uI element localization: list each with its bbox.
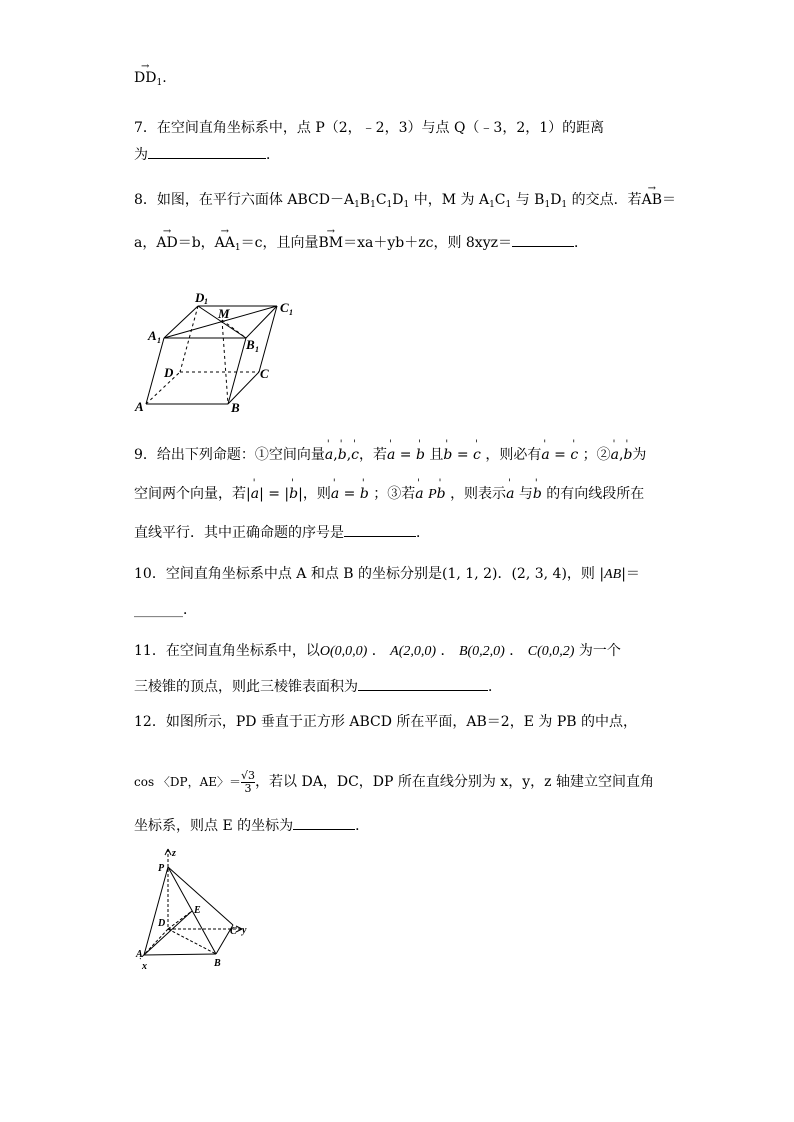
label-b1: B	[246, 337, 255, 352]
q11-line1: 11．在空间直角坐标系中，以O(0,0,0) ． A(2,0,0) ． B(0,2,0) ． C(0,0,2) 为一个	[134, 643, 621, 659]
label-x: x	[142, 961, 147, 972]
label-y: y	[242, 925, 247, 936]
q7-line2: 为 ．	[134, 144, 280, 165]
label-p: P	[158, 863, 165, 874]
label-a: A	[135, 399, 144, 414]
vector-bm: → BM	[318, 233, 343, 253]
label-c1: C	[280, 300, 289, 315]
svg-text:1: 1	[204, 297, 208, 306]
label-d: D	[158, 918, 166, 929]
q9-line1: 9．给出下列命题：①空间向量' a,' b,' c，若' a = ' b 且' b = ' c ，则必有' a = ' c ；②' a,' b为	[134, 445, 646, 465]
pyramid-figure	[132, 845, 262, 973]
q8-line1: 8．如图，在平行六面体 $ABCD-A_1B_1C_1D_1$ 中，M 为 $A_1C_1$ 与 $B_1D_1$ 的交点．若→ AB＝	[134, 190, 676, 215]
parallelepiped-figure	[132, 286, 312, 418]
answer-blank[interactable]	[293, 815, 355, 830]
header-vector: → $DD_1$.	[134, 68, 167, 93]
label-c: C	[230, 926, 237, 937]
svg-text:1: 1	[157, 336, 161, 345]
label-d: D	[164, 365, 174, 380]
q7-line1: 7．在空间直角坐标系中，点 P（2，﹣2，3）与点 Q（﹣3，2，1）的距离	[134, 120, 605, 136]
sqrt3-over-3: $\frac{√3}{3}$	[241, 768, 256, 795]
label-m: M	[218, 306, 230, 321]
vector-ad: → AD	[156, 233, 177, 253]
answer-blank[interactable]	[344, 522, 416, 537]
label-a1: A	[148, 328, 157, 343]
vector-dd1: → DD	[134, 68, 156, 88]
svg-text:1: 1	[289, 308, 293, 317]
q8-line2: a，→ AD＝b，→ $AA_1=c$，且向量→ BM＝xa＋yb＋zc，则 8xyz＝ ．	[134, 232, 588, 258]
label-b: B	[231, 400, 240, 415]
q10-line1: 10．空间直角坐标系中点 A 和点 B 的坐标分别是(1, 1, 2)．(2, 3, 4)，则 |AB|＝	[134, 566, 640, 582]
label-c: C	[260, 366, 269, 381]
label-z: z	[172, 848, 176, 859]
answer-blank[interactable]	[512, 232, 574, 247]
q10-line2: _______．	[134, 602, 197, 618]
svg-text:1: 1	[255, 345, 259, 354]
label-a: A	[136, 949, 143, 960]
q9-line2: 空间两个向量，若|' a| = |' b|，则' a = ' b ；③若' a P' b ，则表示' a 与' b 的有向线段所在	[134, 484, 644, 505]
answer-blank[interactable]	[148, 144, 266, 159]
label-b: B	[214, 958, 221, 969]
answer-blank[interactable]	[358, 676, 488, 691]
label-e: E	[194, 905, 201, 916]
q12-line2: cos 〈DP，AE〉＝ $\frac{√3}{3}$ ，若以 DA，DC，DP 所在直线分别为 x，y，z 轴建立空间直角	[134, 768, 654, 795]
vector-aa1: → AA	[215, 233, 235, 253]
label-d1: D	[195, 290, 205, 305]
vector-ab: → AB	[642, 190, 662, 210]
q12-line1: 12．如图所示，PD 垂直于正方形 ABCD 所在平面，AB＝2，E 为 PB 的中点，	[134, 714, 637, 730]
q11-line2: 三棱锥的顶点，则此三棱锥表面积为 ．	[134, 676, 502, 697]
q12-line3: 坐标系，则点 E 的坐标为 ．	[134, 815, 369, 836]
q9-line3: 直线平行．其中正确命题的序号是 ．	[134, 522, 430, 543]
